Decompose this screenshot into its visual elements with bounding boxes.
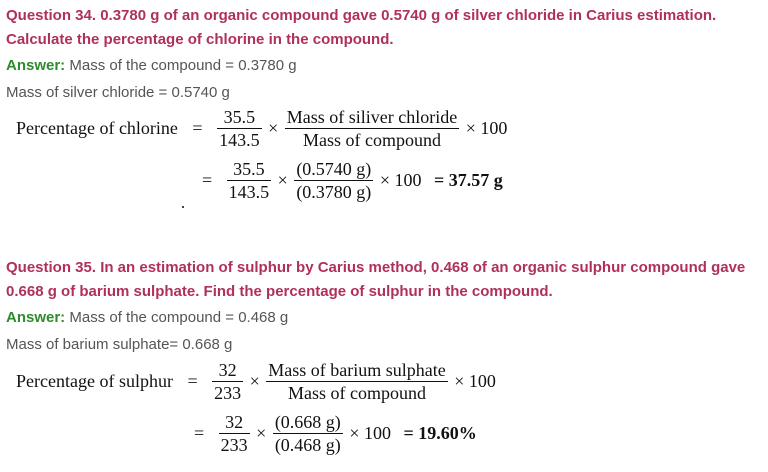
equation-34-line2 bbox=[200, 158, 505, 203]
question-34-title bbox=[6, 4, 716, 52]
fraction-denominator: 233 bbox=[220, 435, 248, 455]
times-sign: × bbox=[249, 371, 260, 391]
fraction-numerator: Mass of barium sulphate bbox=[268, 360, 446, 380]
question-34-line2: Calculate the percentage of chlorine in the compound. bbox=[6, 31, 394, 48]
times-100: × 100 bbox=[454, 371, 496, 391]
times-sign: × bbox=[277, 170, 288, 190]
fraction-numerator: (0.668 g) bbox=[274, 412, 341, 432]
equals-sign: = bbox=[202, 170, 213, 190]
fraction-denominator: 233 bbox=[214, 383, 242, 403]
fraction-numerator: 32 bbox=[219, 411, 250, 434]
stray-dot bbox=[182, 206, 184, 208]
result-34: = 37.57 g bbox=[433, 170, 503, 190]
fraction-denominator: 143.5 bbox=[219, 130, 260, 150]
answer-text: Mass of the compound = 0.468 g bbox=[65, 309, 289, 326]
answer-label: Answer: bbox=[6, 309, 66, 326]
times-100: × 100 bbox=[465, 118, 508, 138]
equals-sign: = bbox=[187, 371, 198, 391]
fraction-ratio bbox=[217, 106, 262, 151]
question-35-line2: 0.668 g of barium sulphate. Find the percentage of sulphur in the compound. bbox=[6, 283, 553, 300]
fraction-numerator: (0.5740 g) bbox=[296, 159, 372, 179]
equation-35-line1 bbox=[14, 359, 498, 404]
equals-sign: = bbox=[192, 118, 203, 138]
equation-34-line1 bbox=[14, 106, 509, 151]
mass-barium-sulphate: Mass of barium sulphate= 0.668 g bbox=[6, 336, 233, 353]
fraction-ratio bbox=[227, 158, 272, 203]
equation-35-line2 bbox=[192, 411, 479, 456]
fraction-denominator: Mass of compound bbox=[302, 130, 441, 150]
fraction-denominator: 143.5 bbox=[228, 182, 270, 202]
answer-35 bbox=[6, 309, 288, 326]
answer-label: Answer: bbox=[6, 57, 66, 74]
result-35: = 19.60% bbox=[403, 423, 477, 443]
times-100: × 100 bbox=[349, 423, 391, 443]
fraction-ratio bbox=[219, 411, 250, 456]
fraction-mass bbox=[285, 106, 459, 151]
eq-label: Percentage of sulphur bbox=[16, 371, 173, 391]
times-sign: × bbox=[256, 423, 267, 443]
fraction-ratio bbox=[212, 359, 243, 404]
question-34-line1: Question 34. 0.3780 g of an organic compound gave 0.5740 g of silver chloride in Carius estimation. bbox=[6, 7, 717, 24]
times-sign: × bbox=[268, 118, 279, 138]
fraction-values bbox=[273, 411, 343, 456]
fraction-values bbox=[294, 158, 373, 203]
fraction-denominator: Mass of compound bbox=[288, 383, 426, 403]
fraction-numerator: Mass of siliver chloride bbox=[286, 107, 458, 127]
fraction-denominator: (0.3780 g) bbox=[296, 182, 372, 202]
question-35-title bbox=[6, 256, 745, 304]
answer-34 bbox=[6, 57, 297, 74]
answer-text: Mass of the compound = 0.3780 g bbox=[65, 57, 297, 74]
mass-silver-chloride: Mass of silver chloride = 0.5740 g bbox=[6, 84, 230, 101]
fraction-numerator: 32 bbox=[212, 359, 243, 382]
fraction-mass bbox=[266, 359, 447, 404]
fraction-numerator: 35.5 bbox=[227, 158, 272, 181]
question-35-line1: Question 35. In an estimation of sulphur by Carius method, 0.468 of an organic sulphur compound gave bbox=[6, 259, 746, 276]
eq-label: Percentage of chlorine bbox=[16, 118, 178, 138]
equals-sign: = bbox=[194, 423, 205, 443]
times-100: × 100 bbox=[379, 170, 422, 190]
fraction-denominator: (0.468 g) bbox=[274, 435, 341, 455]
fraction-numerator: 35.5 bbox=[217, 106, 262, 129]
